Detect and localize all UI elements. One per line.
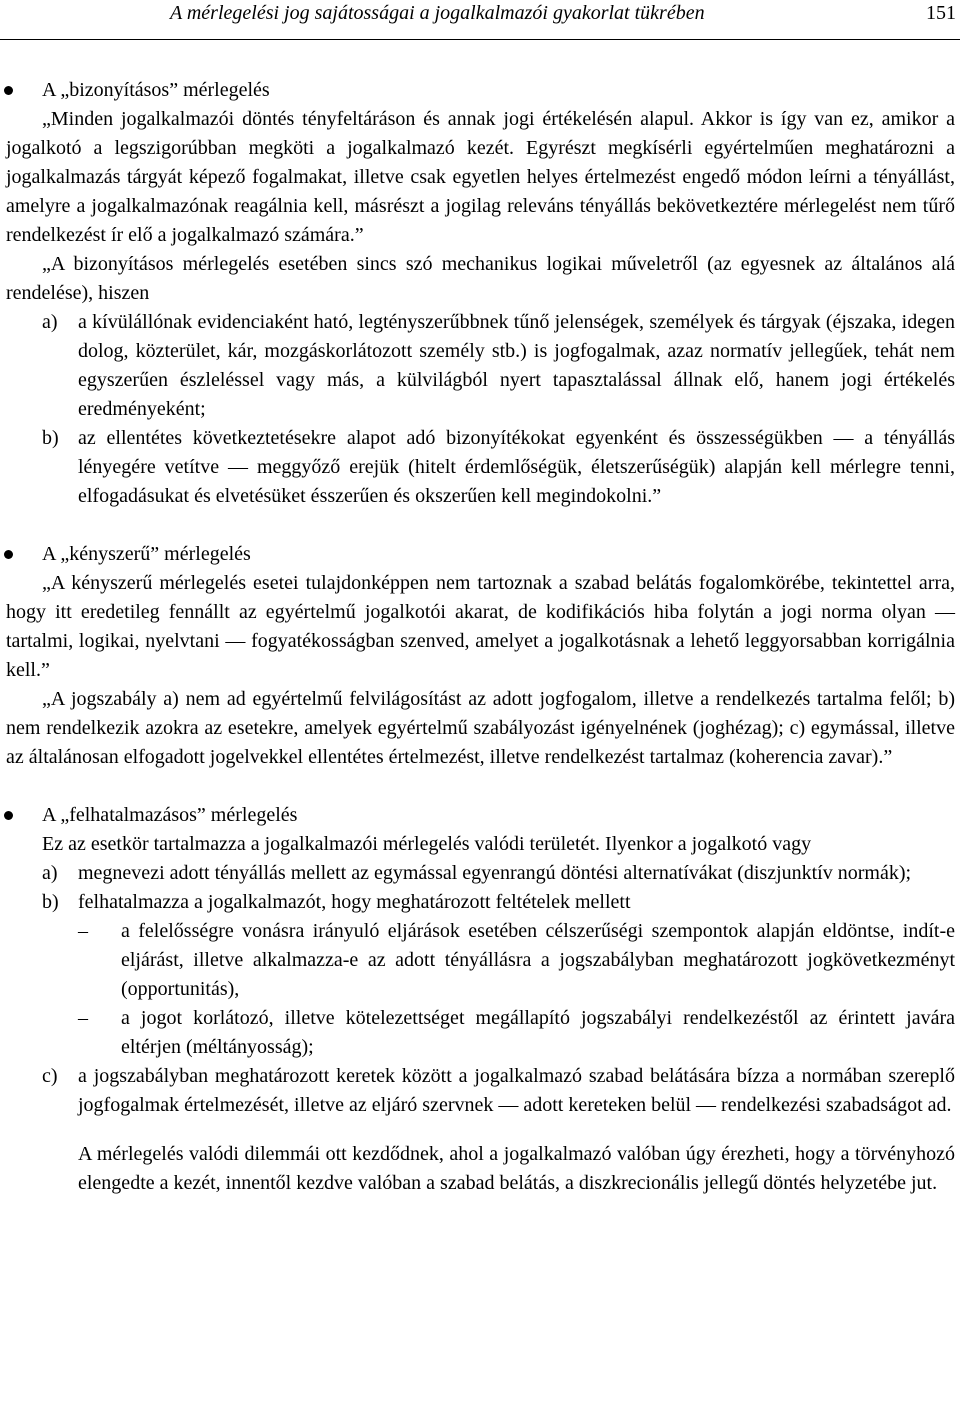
list-label: b) <box>42 427 59 449</box>
list-text: a jogszabályban meghatározott keretek között a jogalkalmazó szabad belátására bízza a normában szereplő jogfogalmak értelmezését, illetve az eljáró szervnek — adott kereteken belül — rendelkezési szabadságot ad. <box>78 1065 955 1116</box>
paragraph: „A bizonyításos mérlegelés esetében sincs szó mechanikus logikai műveletről (az egyesnek az általános alá rendelése), hiszen <box>6 253 955 304</box>
list-text: megnevezi adott tényállás mellett az egymással egyenrangú döntési alternatívákat (diszjunktív normák); <box>78 862 912 884</box>
dash-text: a felelősségre vonásra irányuló eljárások esetében célszerűségi szempontok alapján eldöntse, indít-e eljárást, illetve alkalmazza-e az adott tényállásra a jogszabályban meghatározott jogkövetkezményt (opportunitás), <box>121 920 955 1000</box>
list-text: felhatalmazza a jogalkalmazót, hogy meghatározott feltételek mellett <box>78 891 631 913</box>
running-title: A mérlegelési jog sajátosságai a jogalkalmazói gyakorlat tükrében <box>170 2 705 24</box>
paragraph: „A kényszerű mérlegelés esetei tulajdonképpen nem tartoznak a szabad belátás fogalomkörébe, tekintettel arra, hogy itt eredetileg fennállt az egyértelmű jogalkotói akarat, de kodifikációs hiba folytán a jogi norma olyan — tartalmi, logikai, nyelvtani — fogyatékosságban szenved, amelyet a jogalkotásnak a lehető leggyorsabban korrigálnia kell.” <box>6 572 955 681</box>
paragraph: „A jogszabály a) nem ad egyértelmű felvilágosítást az adott jogfogalom, illetve a rendelkezés tartalma felől; b) nem rendelkezik azokra az esetekre, amelyek egyértelmű szabályozást igényelnének (joghézag); c) egymással, illetve az általánosan elfogadott jogelvekkel ellentétes értelmezést, illetve rendelkezést tartalmaz (koherencia zavar).” <box>6 688 955 768</box>
list-item <box>6 859 955 888</box>
list-label: a) <box>42 311 58 333</box>
list-item <box>6 888 955 917</box>
dash-list-item <box>6 1004 955 1062</box>
list <box>6 859 955 1120</box>
list-item <box>6 424 955 511</box>
section-title: A „felhatalmazásos” mérlegelés <box>42 804 298 826</box>
dash-text: a jogot korlátozó, illetve kötelezettséget megállapító jogszabályi rendelkezéstől az érintett javára eltérjen (méltányosság); <box>121 1007 955 1058</box>
list-text: a kívülállónak evidenciaként ható, legtényszerűbbnek tűnő jelenségek, személyek és tárgyak (éjszaka, idegen dolog, közterület, kár, mozgáskorlátozott személy stb.) is jogfogalmak, azaz normatív jellegűek, tehát nem egyszerűen észleléssel vagy más, a külvilágból nyert tapasztalással állnak elő, hanem jogi értékelés eredményeként; <box>78 311 955 420</box>
list-label: b) <box>42 891 59 913</box>
section-felhatalmazasos <box>6 801 955 1198</box>
page-header <box>0 0 960 40</box>
list-item <box>6 1062 955 1120</box>
paragraph: „Minden jogalkalmazói döntés tényfeltáráson és annak jogi értékelésén alapul. Akkor is így van ez, amikor a jogalkotó a legszigorúbban megköti a jogalkalmazó kezét. Egyrészt megkísérli egyértelműen meghatározni a jogalkalmazás tárgyát képező fogalmakat, illetve csak egyetlen helyes értelmezést engedő módon leírni a tényállást, amelyre a jogalkalmazónak reagálnia kell, másrészt a jogilag releváns tényállás bekövetkeztére mérlegelést nem tűrő rendelkezést ír elő a jogalkalmazó számára.” <box>6 108 955 246</box>
bullet-icon <box>4 550 13 559</box>
dash-list-item <box>6 917 955 1004</box>
list-label: c) <box>42 1065 58 1087</box>
section-title: A „kényszerű” mérlegelés <box>42 543 251 565</box>
closing-paragraph: A mérlegelés valódi dilemmái ott kezdődnek, ahol a jogalkalmazó valóban úgy érezheti, hogy a törvényhozó elengedte a kezét, innentől kezdve valóban a szabad belátás, a diszkrecionális jellegű döntés helyzetébe jut. <box>78 1143 955 1194</box>
bullet-icon <box>4 86 13 95</box>
section-bizonyitasos <box>6 76 955 511</box>
dash-marker: – <box>78 920 88 942</box>
section-title: A „bizonyításos” mérlegelés <box>42 79 270 101</box>
dash-marker: – <box>78 1007 88 1029</box>
list <box>6 308 955 511</box>
bullet-icon <box>4 811 13 820</box>
list-item <box>6 308 955 424</box>
section-kenyszeru <box>6 540 955 772</box>
list-label: a) <box>42 862 58 884</box>
page-body <box>6 76 955 1218</box>
paragraph: Ez az esetkör tartalmazza a jogalkalmazói mérlegelés valódi területét. Ilyenkor a jogalkotó vagy <box>42 833 812 855</box>
page-number: 151 <box>926 2 956 24</box>
list-text: az ellentétes következtetésekre alapot adó bizonyítékokat egyenként és összességükben — a tényállás lényegére vetítve — meggyőző erejük (hitelt érdemlőségük, életszerűségük) alapján kell mérlegre tenni, elfogadásukat és elvetésüket ésszerűen és okszerűen kell megindokolni.” <box>78 427 955 507</box>
